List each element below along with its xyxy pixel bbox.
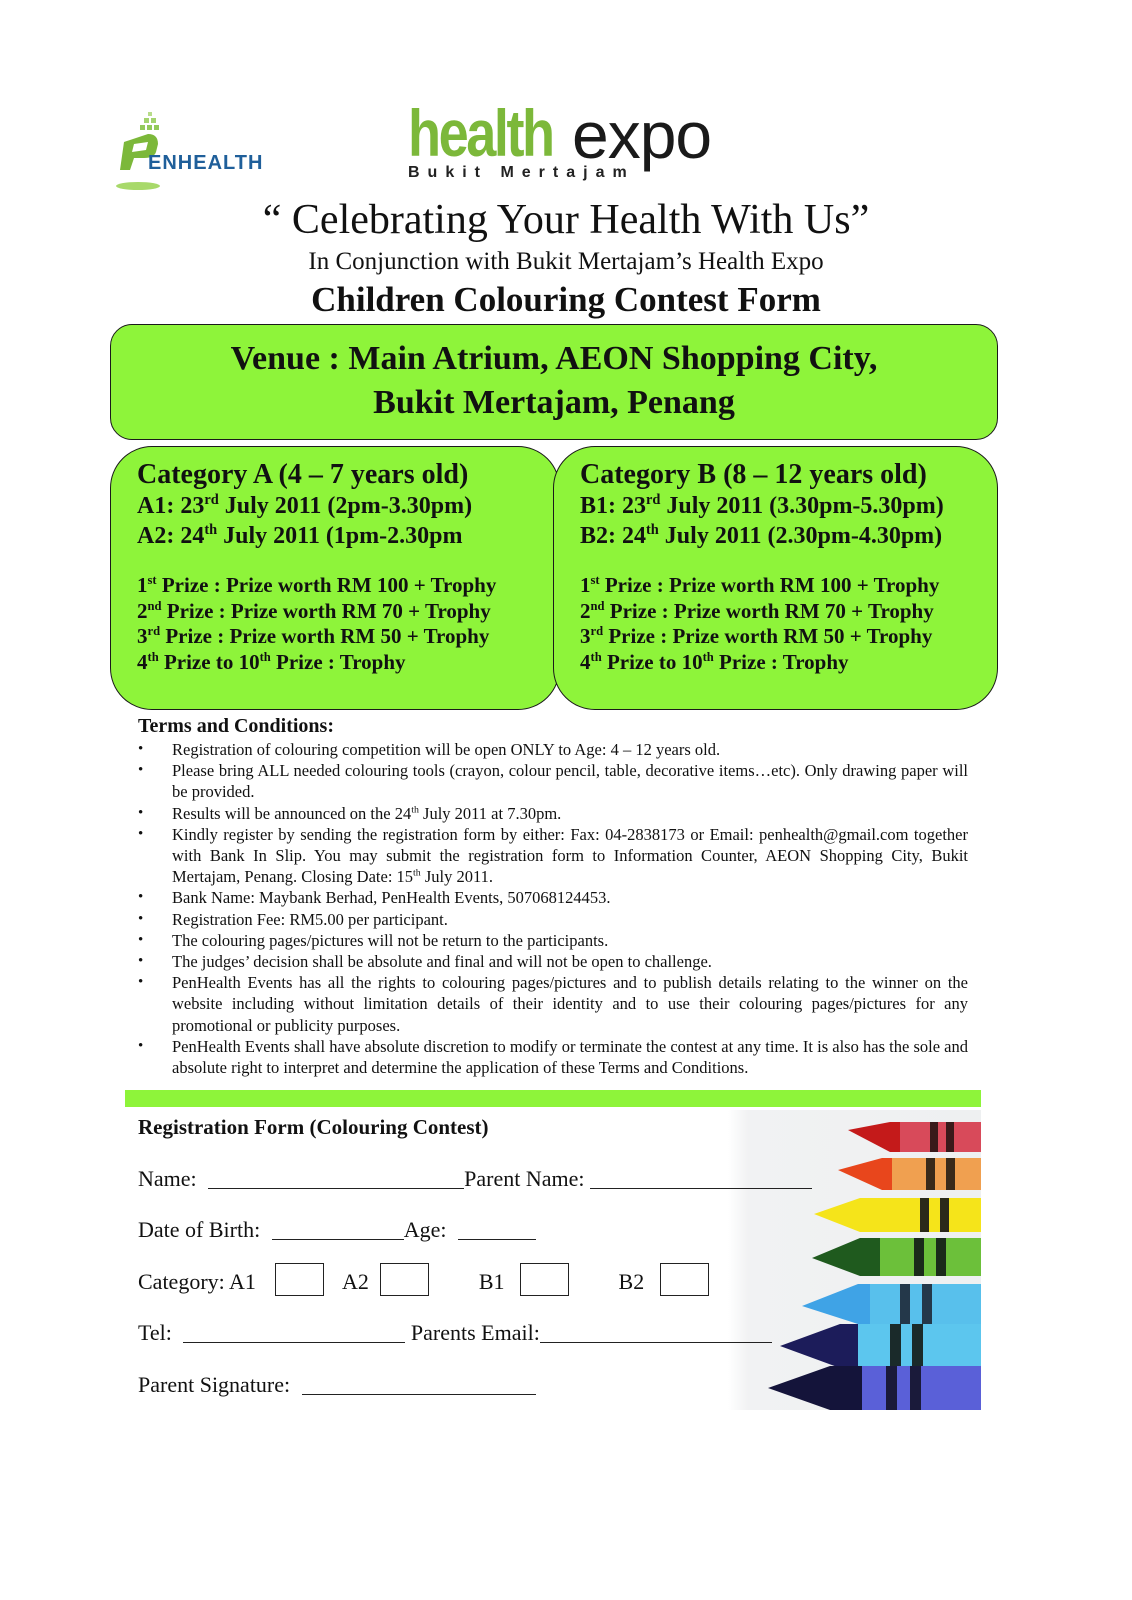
- dob-field[interactable]: [272, 1219, 404, 1240]
- age-field[interactable]: [458, 1219, 536, 1240]
- tel-field[interactable]: [183, 1322, 405, 1343]
- terms-item: • The colouring pages/pictures will not be return to the participants.: [138, 930, 609, 950]
- prize-3: 3rd Prize : Prize worth RM 50 + Trophy: [580, 624, 933, 648]
- logo-expo-text: expo: [572, 98, 712, 172]
- session-b1: B1: 23rd July 2011 (3.30pm-5.30pm): [580, 492, 944, 519]
- checkbox-a1[interactable]: [275, 1263, 324, 1296]
- bullet-icon: •: [138, 762, 144, 779]
- signature-field[interactable]: [302, 1374, 536, 1395]
- conjunction-text: In Conjunction with Bukit Mertajam’s Health Expo: [308, 248, 824, 275]
- prize-1: 1st Prize : Prize worth RM 100 + Trophy: [137, 573, 497, 597]
- terms-item: • Kindly register by sending the registration form by either: Fax: 04-2838173 or Email: penhealth@gmail.com together with Bank In Slip. You may submit the registration form to Information Counter, AEON Shopping City, Bukit Mertajam, Penang. Closing Date: 15th July 2011.: [138, 824, 968, 887]
- checkbox-b2[interactable]: [660, 1263, 709, 1296]
- venue-box: [110, 324, 998, 440]
- name-row: [138, 1165, 812, 1193]
- tel-row: [138, 1319, 772, 1347]
- prize-1: 1st Prize : Prize worth RM 100 + Trophy: [580, 573, 940, 597]
- healthexpo-logo: [408, 96, 748, 188]
- name-label: Name:: [138, 1166, 197, 1191]
- category-b-box: [553, 446, 998, 710]
- dob-row: [138, 1216, 536, 1244]
- tel-label: Tel:: [138, 1320, 172, 1345]
- terms-item: • Please bring ALL needed colouring tools (crayon, colour pencil, table, decorative items…etc). Only drawing paper will be provided.: [138, 761, 968, 802]
- category-a-prizes: [137, 573, 559, 675]
- bullet-icon: •: [138, 1037, 144, 1054]
- registration-form-title: Registration Form (Colouring Contest): [138, 1115, 489, 1139]
- bullet-icon: •: [138, 953, 144, 970]
- dob-label: Date of Birth:: [138, 1217, 261, 1242]
- a2-label: A2: [341, 1269, 369, 1294]
- terms-list: [138, 739, 968, 1078]
- page-title: Children Colouring Contest Form: [311, 280, 821, 319]
- age-label: Age:: [403, 1217, 447, 1242]
- logo-subtitle: Bukit Mertajam: [408, 164, 635, 181]
- venue-line-2: Bukit Mertajam, Penang: [373, 384, 735, 421]
- terms-item: • Bank Name: Maybank Berhad, PenHealth Events, 507068124453.: [138, 888, 611, 908]
- terms-item: • The judges’ decision shall be absolute and final and will not be open to challenge.: [138, 952, 712, 972]
- session-a2: A2: 24th July 2011 (1pm-2.30pm: [137, 522, 463, 549]
- bullet-icon: •: [138, 889, 144, 906]
- bullet-icon: •: [138, 825, 144, 842]
- bullet-icon: •: [138, 931, 144, 948]
- terms-section: [138, 714, 968, 1078]
- category-a-title: Category A (4 – 7 years old): [137, 459, 469, 490]
- category-b-prizes: [580, 573, 997, 675]
- prize-2: 2nd Prize : Prize worth RM 70 + Trophy: [137, 598, 491, 623]
- bullet-icon: •: [138, 974, 144, 991]
- penhealth-logo: [110, 102, 270, 192]
- terms-heading: Terms and Conditions:: [138, 715, 334, 737]
- category-row: [138, 1268, 709, 1296]
- prize-3: 3rd Prize : Prize worth RM 50 + Trophy: [137, 624, 490, 648]
- bullet-icon: •: [138, 804, 144, 821]
- session-a1: A1: 23rd July 2011 (2pm-3.30pm): [137, 492, 473, 519]
- signature-row: [138, 1371, 536, 1399]
- bullet-icon: •: [138, 741, 144, 757]
- parent-name-field[interactable]: [590, 1168, 812, 1189]
- section-divider: [125, 1090, 981, 1107]
- slogan: “ Celebrating Your Health With Us”: [262, 197, 870, 243]
- prize-4-10: 4th Prize to 10th Prize : Trophy: [580, 649, 849, 674]
- parents-email-field[interactable]: [540, 1322, 772, 1343]
- category-a-box: [110, 446, 560, 710]
- name-field[interactable]: [208, 1168, 464, 1189]
- b2-label: B2: [618, 1269, 645, 1294]
- logo-health-text: health: [408, 96, 553, 170]
- penhealth-logo-text: ENHEALTH: [148, 152, 264, 174]
- crayons-image: [750, 1110, 981, 1410]
- terms-item: • Registration of colouring competition will be open ONLY to Age: 4 – 12 years old.: [138, 740, 721, 759]
- terms-item: • Registration Fee: RM5.00 per participant.: [138, 909, 448, 929]
- checkbox-b1[interactable]: [520, 1263, 569, 1296]
- bullet-icon: •: [138, 910, 144, 927]
- parents-email-label: Parents Email:: [410, 1320, 540, 1345]
- terms-item: • Results will be announced on the 24th July 2011 at 7.30pm.: [138, 803, 562, 823]
- category-b-title: Category B (8 – 12 years old): [580, 459, 927, 490]
- terms-item: • PenHealth Events has all the rights to colouring pages/pictures and to publish details relating to the winner on the website including without limitation details of their identity and to use their colouring pages/pictures for any promotional or publicity purposes.: [138, 973, 968, 1035]
- b1-label: B1: [478, 1269, 505, 1294]
- prize-4-10: 4th Prize to 10th Prize : Trophy: [137, 649, 406, 674]
- prize-2: 2nd Prize : Prize worth RM 70 + Trophy: [580, 598, 934, 623]
- session-b2: B2: 24th July 2011 (2.30pm-4.30pm): [580, 522, 943, 549]
- signature-label: Parent Signature:: [138, 1372, 291, 1397]
- terms-item: • PenHealth Events shall have absolute discretion to modify or terminate the contest at any time. It is also has the sole and absolute right to interpret and determine the application of these Terms and Conditions.: [138, 1036, 968, 1078]
- parent-name-label: Parent Name:: [464, 1166, 585, 1191]
- logo-shadow: [116, 182, 160, 190]
- venue-line-1: Venue : Main Atrium, AEON Shopping City,: [230, 340, 878, 377]
- checkbox-a2[interactable]: [380, 1263, 429, 1296]
- category-a1-label: Category: A1: [138, 1269, 256, 1294]
